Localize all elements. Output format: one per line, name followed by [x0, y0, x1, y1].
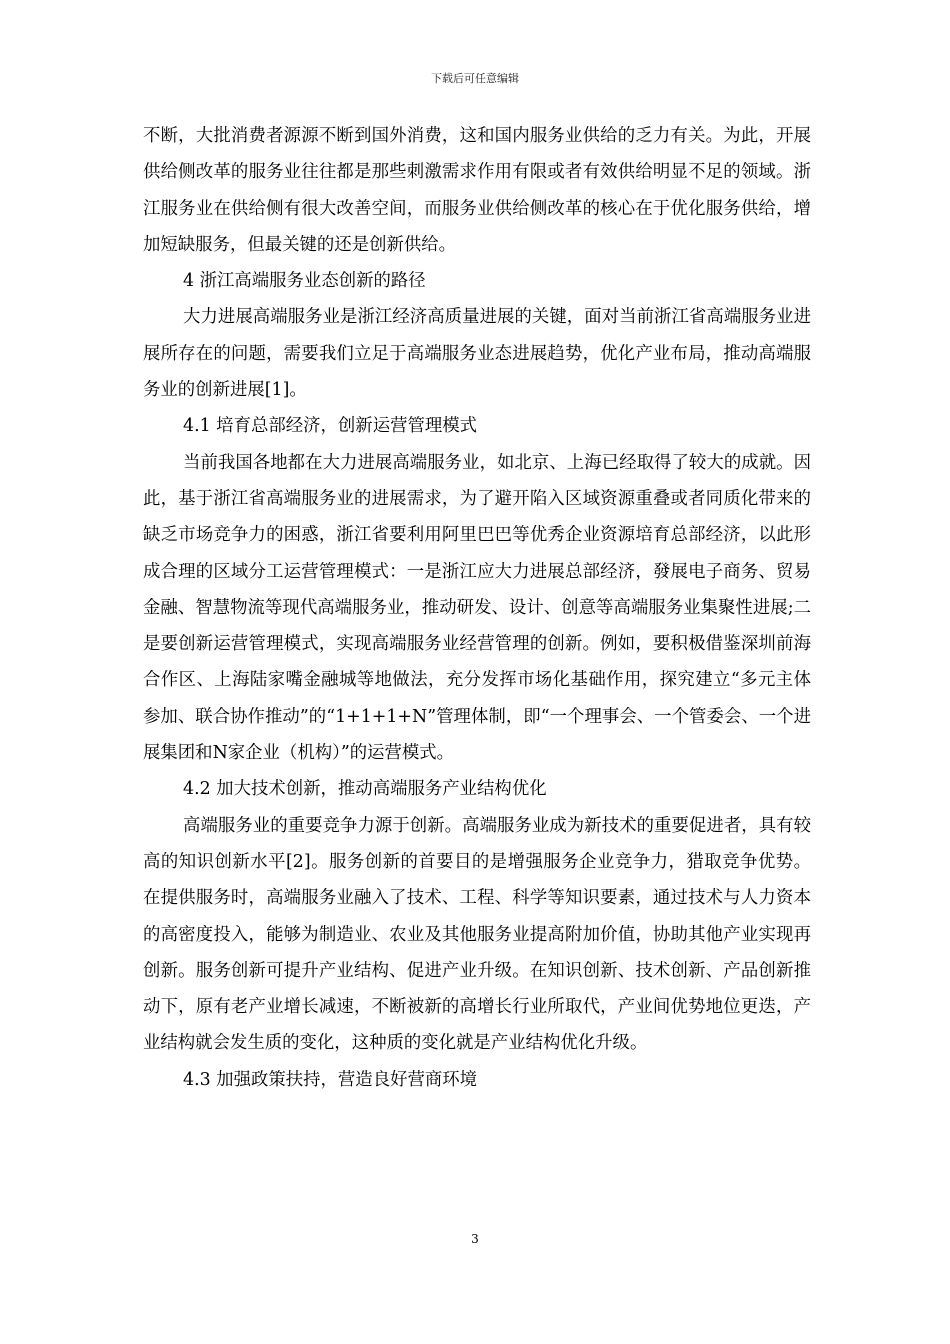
paragraph-section-4-2: 高端服务业的重要竞争力源于创新。高端服务业成为新技术的重要促进者，具有较高的知识创新水平[2]。服务创新的首要目的是增强服务企业竞争力，猎取竞争优势。在提供服务时，高端服务业融入了技术、工程、科学等知识要素，通过技术与人力资本的高密度投入，能够为制造业、农业及其他服务业提高附加价值，协助其他产业实现再创新。服务创新可提升产业结构、促进产业升级。在知识创新、技术创新、产品创新推动下，原有老产业增长减速，不断被新的高增长行业所取代，产业间优势地位更迭，产业结构就会发生质的变化，这种质的变化就是产业结构优化升级。 [143, 815, 811, 1054]
paragraph-section-4-1: 当前我国各地都在大力进展高端服务业，如北京、上海已经取得了较大的成就。因此，基于浙江省高端服务业的进展需求，为了避开陷入区域资源重叠或者同质化带来的缺乏市场竞争力的困惑，浙江省要利用阿里巴巴等优秀企业资源培育总部经济，以此形成合理的区域分工运营管理模式：一是浙江应大力进展总部经济，發展电子商务、贸易金融、智慧物流等现代高端服务业，推动研发、设计、创意等高端服务业集聚性进展;二是要创新运营管理模式，实现高端服务业经营管理的创新。例如，要积极借鉴深圳前海合作区、上海陆家嘴金融城等地做法，充分发挥市场化基础作用，探究建立“多元主体参加、联合协作推动”的“1+1+1+N”管理体制，即“一个理事会、一个管委会、一个进展集团和N家企业（机构）”的运营模式。 [143, 452, 811, 764]
page-number: 3 [471, 1232, 479, 1246]
section-heading-4-1: 4.1 培育总部经济，创新运营管理模式 [183, 416, 478, 437]
paragraph-section-4: 大力进展高端服务业是浙江经济高质量进展的关键，面对当前浙江省高端服务业进展所存在的问题，需要我们立足于高端服务业态进展趋势，优化产业布局，推动高端服务业的创新进展[1]。 [143, 307, 811, 401]
document-body [143, 118, 811, 1098]
paragraph-intro: 不断，大批消费者源源不断到国外消费，这和国内服务业供给的乏力有关。为此，开展供给侧改革的服务业往往都是那些刺激需求作用有限或者有效供给明显不足的领域。浙江服务业在供给侧有很大改善空间，而服务业供给侧改革的核心在于优化服务供给，增加短缺服务，但最关键的还是创新供给。 [143, 126, 811, 255]
page-header: 下载后可任意编辑 [431, 72, 519, 85]
section-heading-4-3: 4.3 加强政策扶持，营造良好营商环境 [183, 1069, 478, 1090]
section-heading-4: 4 浙江高端服务业态创新的路径 [183, 271, 426, 292]
section-heading-4-2: 4.2 加大技术创新，推动高端服务产业结构优化 [183, 779, 547, 800]
